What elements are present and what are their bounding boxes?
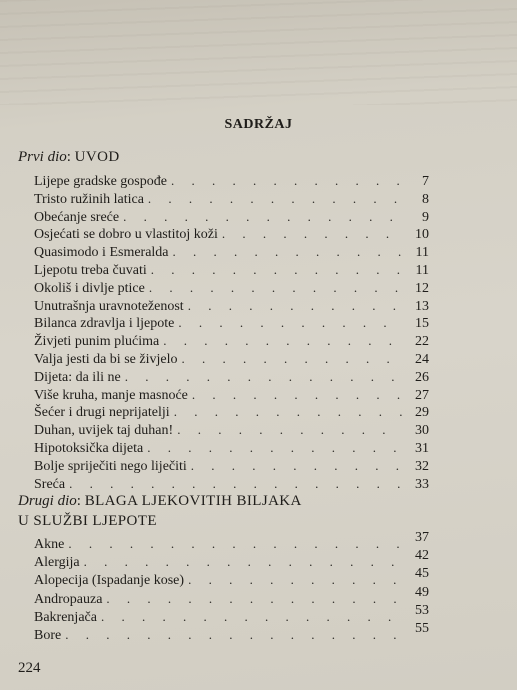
toc-entry-page: 15 [415, 316, 429, 332]
dot-leader [173, 243, 403, 261]
toc-entry-title: Šećer i drugi neprijatelji [34, 405, 170, 421]
toc-entry-title: Bilanca zdravlja i ljepote [34, 316, 175, 332]
dot-leader [191, 457, 403, 475]
bleed-through-text [0, 0, 517, 105]
part-one-entries [34, 172, 429, 492]
toc-entry-title: Okoliš i divlje ptice [34, 280, 145, 296]
part-two-heading: Drugi dio: BLAGA LJEKOVITIH BILJAKA U SLUŽBI LJEPOTE [18, 493, 302, 529]
toc-entry-title: Bakrenjača [34, 609, 97, 625]
part-one-name: Prvi dio [18, 149, 67, 165]
toc-entry [34, 566, 429, 589]
part-two-entries [34, 530, 429, 644]
toc-entry-page: 49 [415, 584, 429, 600]
dot-leader [101, 608, 403, 626]
toc-entry-title: Ljepotu treba čuvati [34, 262, 147, 278]
toc-entry [34, 332, 429, 350]
dot-leader [163, 332, 403, 350]
toc-entry [34, 225, 429, 243]
dot-leader [188, 297, 403, 315]
toc-entry-title: Akne [34, 537, 65, 552]
toc-entry-title: Duhan, uvijek taj duhan! [34, 423, 174, 439]
toc-entry-page: 11 [415, 262, 429, 278]
part-two-name: Drugi dio [18, 493, 77, 509]
dot-leader [106, 590, 403, 608]
toc-entry-page: 33 [415, 476, 429, 492]
toc-entry [34, 350, 429, 368]
toc-entry [34, 475, 429, 493]
toc-entry [34, 172, 429, 190]
page-number: 224 [18, 660, 41, 676]
toc-entry [34, 421, 429, 439]
toc-entry-page: 31 [415, 440, 429, 456]
toc-entry-title: Quasimodo i Esmeralda [34, 245, 169, 261]
toc-entry-title: Unutrašnja uravnoteženost [34, 298, 184, 314]
toc-entry-title: Alopecija (Ispadanje kose) [34, 573, 185, 589]
toc-entry-page: 7 [422, 174, 429, 189]
toc-entry [34, 297, 429, 315]
toc-entry-title: Dijeta: da ili ne [34, 369, 121, 385]
toc-entry-page: 37 [415, 530, 429, 545]
toc-entry [34, 620, 429, 644]
toc-entry-title: Bolje spriječiti nego liječiti [34, 458, 187, 474]
dot-leader [222, 225, 403, 243]
dot-leader [68, 535, 403, 553]
toc-entry-title: Osjećati se dobro u vlastitoj koži [34, 227, 218, 243]
toc-entry-page: 29 [415, 405, 429, 421]
dot-leader [125, 368, 403, 386]
toc-entry-page: 55 [415, 620, 429, 636]
contents-heading: SADRŽAJ [224, 117, 293, 132]
dot-leader [65, 626, 403, 644]
toc-entry-title: Bore [34, 627, 62, 643]
toc-entry [34, 368, 429, 386]
toc-entry-title: Obećanje sreće [34, 209, 120, 225]
toc-entry-page: 27 [415, 387, 429, 403]
part-one-heading: Prvi dio: UVOD [18, 149, 120, 165]
toc-entry-title: Živjeti punim plućima [34, 334, 160, 350]
dot-leader [171, 172, 403, 190]
toc-entry-title: Lijepe gradske gospođe [34, 174, 167, 189]
toc-entry-page: 32 [415, 458, 429, 474]
dot-leader [178, 314, 403, 332]
toc-entry-title: Sreća [34, 476, 66, 492]
toc-entry-page: 10 [415, 227, 429, 243]
toc-entry-title: Alergija [34, 555, 80, 571]
part-one-title: UVOD [74, 149, 120, 165]
dot-leader [192, 386, 403, 404]
dot-leader [148, 190, 403, 208]
dot-leader [181, 350, 403, 368]
toc-entry [34, 548, 429, 571]
toc-entry-title: Andropauza [34, 591, 103, 607]
toc-entry-page: 26 [415, 369, 429, 385]
toc-entry-page: 13 [415, 298, 429, 314]
part-two-title-line1: BLAGA LJEKOVITIH BILJAKA [84, 493, 302, 509]
toc-entry-title: Tristo ružinih latica [34, 191, 144, 207]
toc-entry [34, 584, 429, 608]
toc-entry [34, 190, 429, 208]
toc-entry-page: 22 [415, 334, 429, 350]
toc-entry [34, 208, 429, 226]
toc-entry [34, 314, 429, 332]
dot-leader [151, 261, 403, 279]
toc-entry-title: Valja jesti da bi se živjelo [34, 351, 178, 367]
dot-leader [84, 553, 403, 571]
toc-entry-page: 8 [422, 191, 429, 207]
toc-entry-page: 12 [415, 280, 429, 296]
toc-entry-page: 45 [415, 566, 429, 582]
toc-entry [34, 403, 429, 421]
toc-entry-page: 9 [422, 209, 429, 225]
toc-entry [34, 602, 429, 626]
toc-entry-title: Više kruha, manje masnoće [34, 387, 188, 403]
toc-entry [34, 457, 429, 475]
toc-entry-title: Hipotoksička dijeta [34, 440, 144, 456]
dot-leader [177, 421, 403, 439]
dot-leader [123, 208, 403, 226]
toc-entry [34, 261, 429, 279]
toc-entry [34, 279, 429, 297]
toc-entry-page: 42 [415, 548, 429, 564]
toc-entry-page: 53 [415, 602, 429, 618]
toc-entry [34, 439, 429, 457]
toc-entry-page: 11 [415, 245, 429, 261]
toc-entry [34, 530, 429, 553]
toc-entry-page: 24 [415, 351, 429, 367]
dot-leader [188, 571, 403, 589]
dot-leader [174, 403, 403, 421]
dot-leader [149, 279, 403, 297]
dot-leader [69, 475, 403, 493]
toc-entry [34, 243, 429, 261]
toc-entry-page: 30 [415, 423, 429, 439]
dot-leader [147, 439, 403, 457]
toc-entry [34, 386, 429, 404]
part-two-title-line2: U SLUŽBI LJEPOTE [18, 513, 157, 529]
